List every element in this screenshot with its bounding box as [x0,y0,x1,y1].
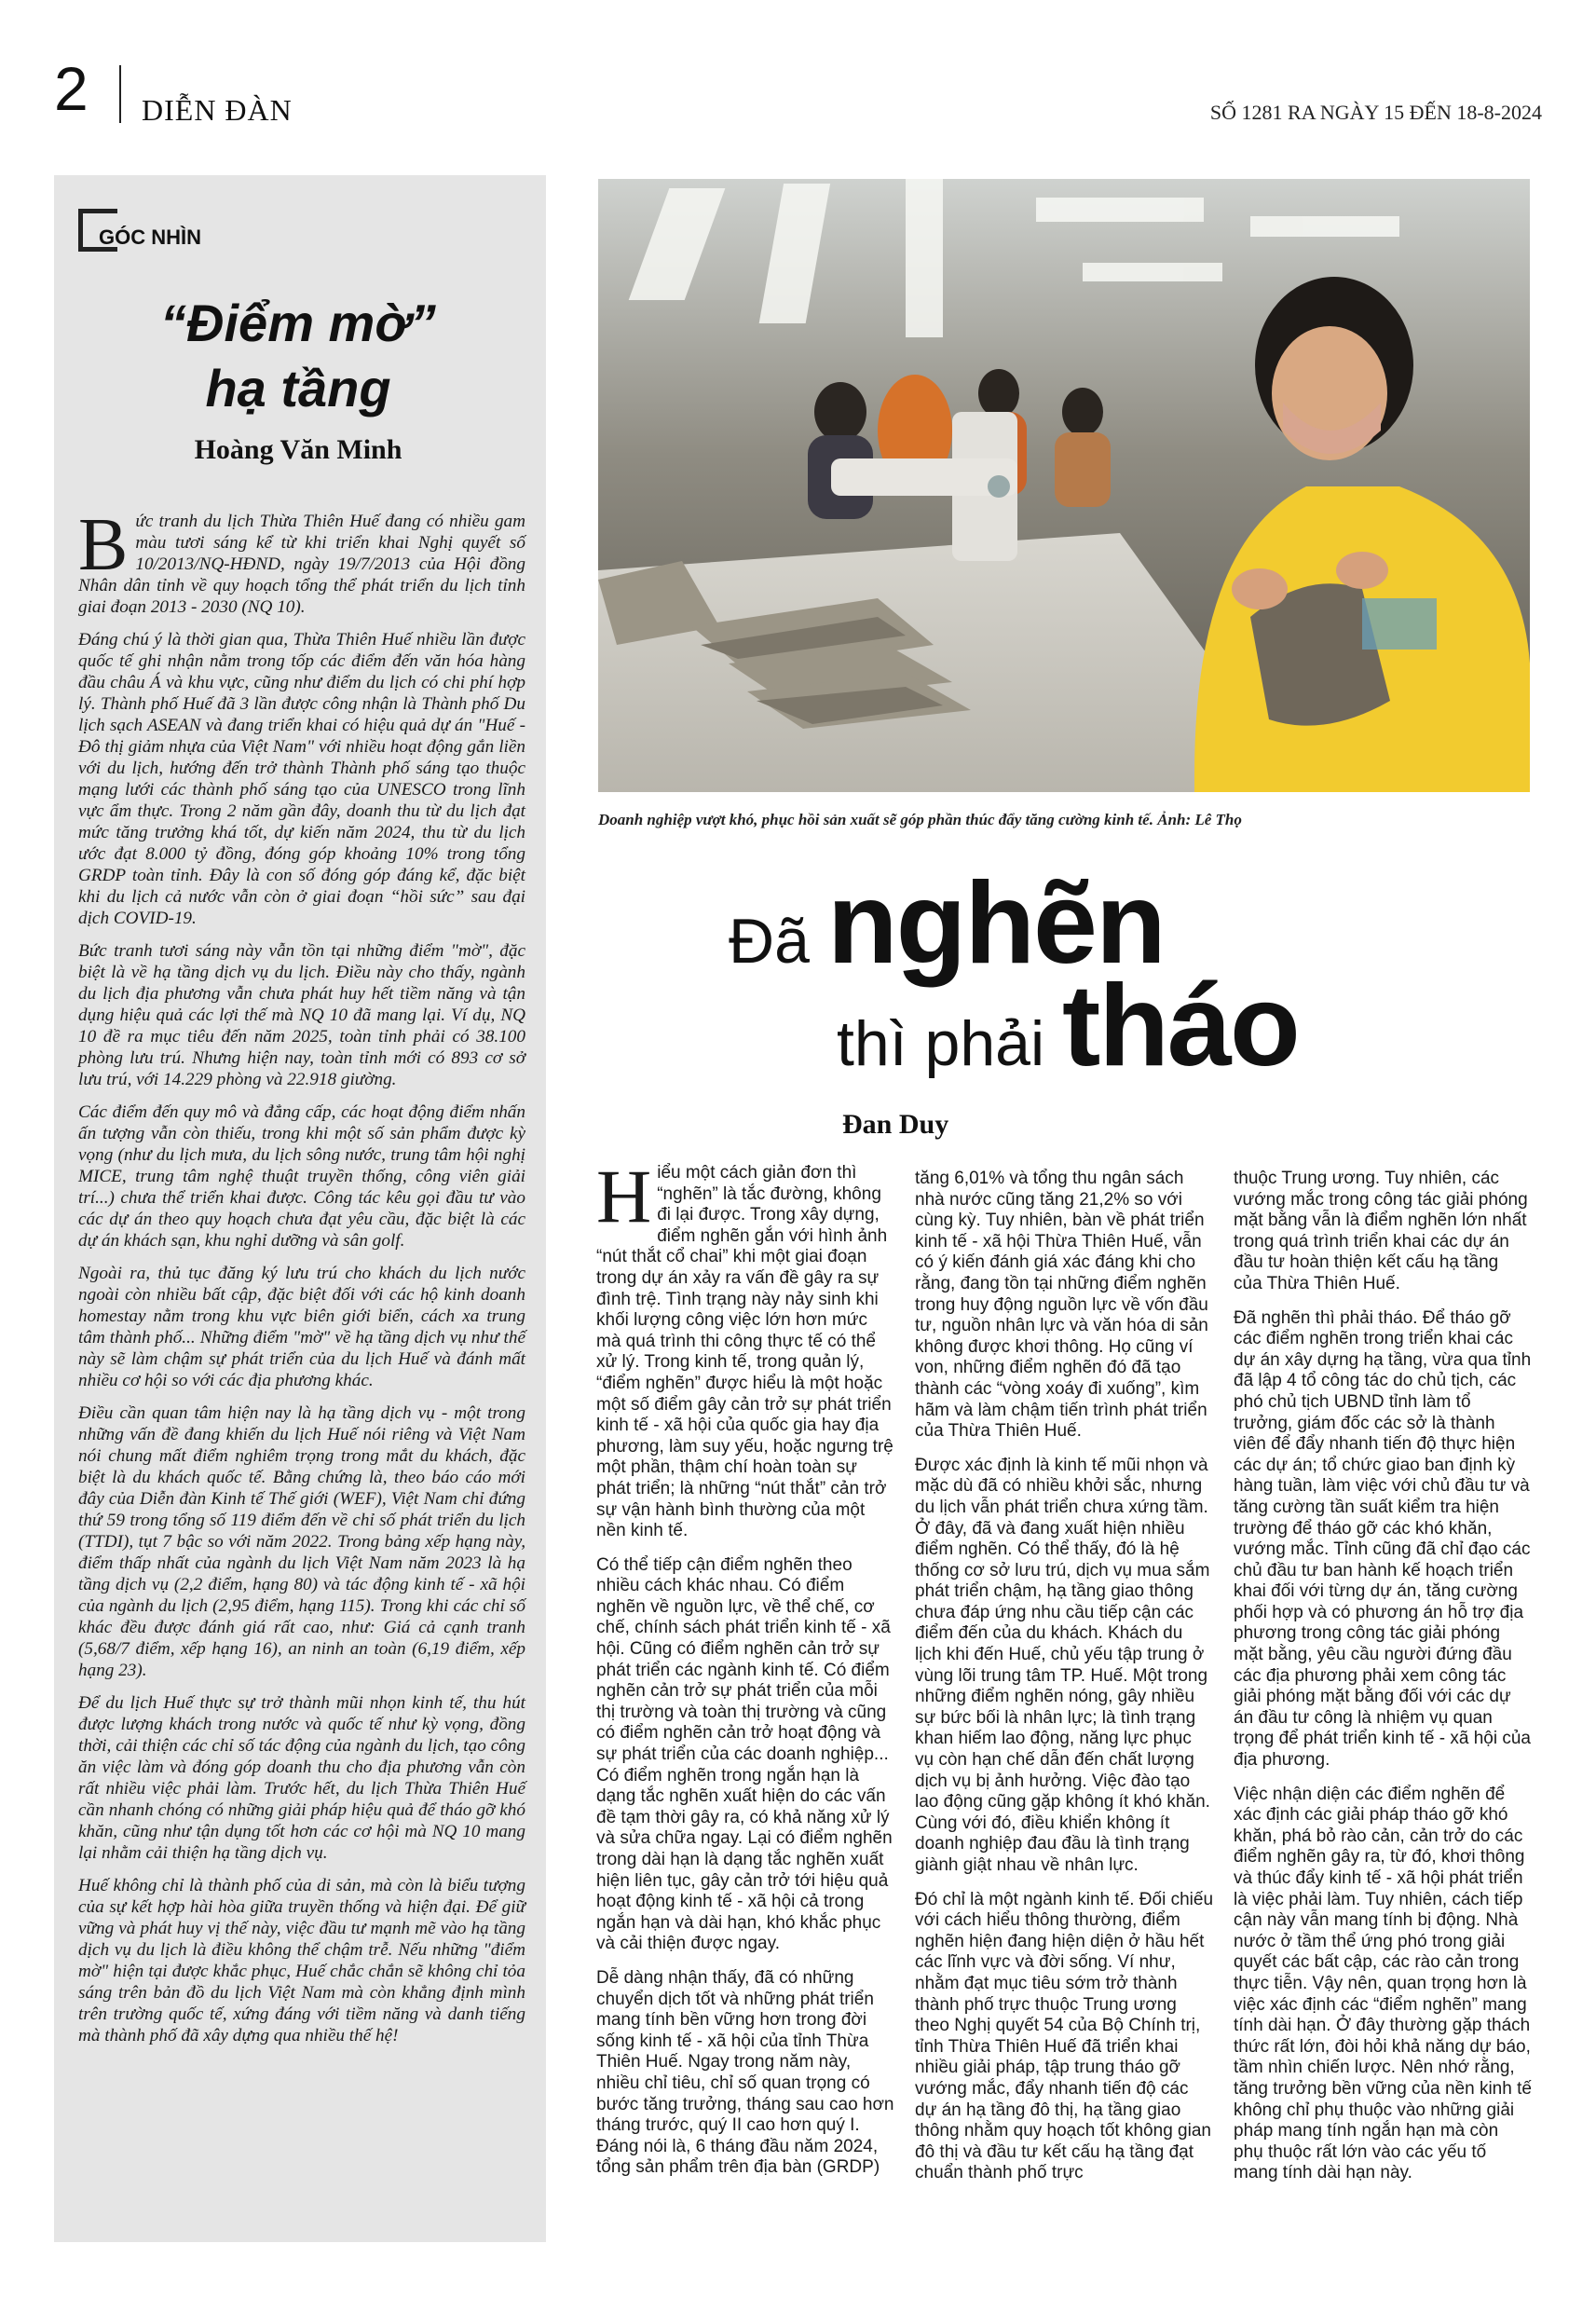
headline-line2 [837,960,1299,1092]
article-paragraph: tăng 6,01% và tổng thu ngân sách nhà nước cũng tăng 21,2% so với cùng kỳ. Tuy nhiên, bàn về phát triển kinh tế - xã hội Thừa Thiên Huế, vẫn có ý kiến đánh giá xác đáng khi cho rằng, đang tồn tại những điểm nghẽn trong huy động nguồn lực về vốn đầu tư, nguồn nhân lực và văn hóa di sản không được khơi thông. Họ cũng ví von, những điểm nghẽn đó đã tạo thành các “vòng xoáy đi xuống”, kìm hãm và làm chậm tiến trình phát triển của Thừa Thiên Huế. [915,1169,1208,1442]
article-paragraph: thuộc Trung ương. Tuy nhiên, các vướng mắc trong công tác giải phóng mặt bằng vẫn là điểm nghẽn lớn nhất trong quá trình triển khai các dự án đầu tư hoàn thiện kết cấu hạ tầng của Thừa Thiên Huế. [1234,1169,1528,1293]
article-paragraph: Có thể tiếp cận điểm nghẽn theo nhiều cách khác nhau. Có điểm nghẽn về nguồn lực, về thể chế, cơ chế, chính sách phát triển kinh tế - xã hội. Cũng có điểm nghẽn cản trở sự phát triển các ngành kinh tế. Có điểm nghẽn cản trở sự phát triển của mỗi thị trường và toàn thị trường và cũng có điểm nghẽn cản trở hoạt động và sự phát triển của các doanh nghiệp... Có điểm nghẽn trong ngắn hạn là dạng tắc nghẽn xuất hiện do các vấn đề tạm thời gây ra, có khả năng xử lý và sửa chữa ngay. Lại có điểm nghẽn trong dài hạn là dạng tắc nghẽn xuất hiện liên tục, gây cản trở tới hiệu quả hoạt động kinh tế - xã hội cả trong ngắn hạn và dài hạn, khó khắc phục và cải thiện được ngay. [596,1554,893,1954]
headline-small-2: thì phải [837,1008,1062,1079]
sidebar-title [93,291,503,421]
issue-info: SỐ 1281 RA NGÀY 15 ĐẾN 18-8-2024 [1209,101,1542,124]
sidebar-title-line2: hạ tầng [205,359,391,417]
article-paragraph: Được xác định là kinh tế mũi nhọn và mặc dù đã có nhiều khởi sắc, nhưng du lịch vẫn phát triển chưa xứng tầm. Ở đây, đã và đang xuất hiện nhiều điểm nghẽn. Có thể thấy, đó là hệ thống cơ sở lưu trú, dịch vụ mua sắm phát triển chậm, hạ tầng giao thông chưa đáp ứng nhu cầu tiếp cận các điểm đến của du khách. Khách du lịch khi đến Huế, chủ yếu tập trung ở vùng lõi trung tâm TP. Huế. Một trong những điểm nghẽn nóng, gây nhiều sự bức bối là nhân lực; là tình trạng khan hiếm lao động, năng lực phục vụ còn hạn chế dẫn đến chất lượng dịch vụ bị ảnh hưởng. Việc đào tạo lao động cũng gặp không ít khó khăn. Cùng với đó, điều khiển không ít doanh nghiệp đau đầu là tình trạng giành giật nhau về nhân lực. [915,1455,1210,1875]
photo-caption: Doanh nghiệp vượt khó, phục hồi sản xuất sẽ góp phần thúc đẩy tăng cường kinh tế. Ảnh: Lê Thọ [598,811,1242,828]
sidebar-label: GÓC NHÌN [99,226,201,249]
sidebar-paragraph: Bức tranh du lịch Thừa Thiên Huế đang có nhiều gam màu tươi sáng kể từ khi triển khai Nghị quyết số 10/2013/NQ-HĐND, ngày 19/7/2013 của Hội đồng Nhân dân tỉnh về quy hoạch tổng thể phát triển du lịch tỉnh giai đoạn 2013 - 2030 (NQ 10). [78,504,525,617]
sidebar-paragraph: Các điểm đến quy mô và đẳng cấp, các hoạt động điểm nhấn ấn tượng vẫn còn thiếu, trong khi một số sản phẩm được kỳ vọng (như du lịch mưa, du lịch sông nước, trung tâm hội nghị MICE, trung tâm nghệ thuật truyền thống, công viên giải trí...) chưa thể triển khai được. Công tác kêu gọi đầu tư vào các dự án theo quy hoạch chưa đạt yêu cầu, đặc biệt là các dự án khách sạn, khu nghỉ dưỡng và sân golf. [78,1102,525,1251]
sidebar-paragraph: Bức tranh tươi sáng này vẫn tồn tại những điểm "mờ", đặc biệt là về hạ tầng dịch vụ du lịch. Điều này cho thấy, ngành du lịch địa phương vẫn chưa phát huy hết tiềm năng và tận dụng hiệu quả các lợi thế mà NQ 10 đã mang lại. Ví dụ, NQ 10 đề ra mục tiêu đến năm 2025, toàn tỉnh phải có 38.100 phòng lưu trú. Nhưng hiện nay, toàn tỉnh mới có 893 cơ sở lưu trú, với 14.229 phòng và 22.918 giường. [78,941,525,1089]
sidebar-title-line1: “Điểm mờ” [160,294,436,352]
sidebar-paragraph: Để du lịch Huế thực sự trở thành mũi nhọn kinh tế, thu hút được lượng khách trong nước và quốc tế như kỳ vọng, đồng thời, cải thiện các chỉ số tác động của ngành du lịch, tạo công ăn việc làm và đóng góp doanh thu cho địa phương vẫn còn rất nhiều việc phải làm. Trước hết, du lịch Thừa Thiên Huế cần nhanh chóng có những giải pháp hiệu quả để tháo gỡ khó khăn, cũng như tận dụng tốt hơn các cơ hội mà NQ 10 mang lại nhằm cải thiện hạ tầng dịch vụ. [78,1693,525,1863]
article-column-2 [915,1169,1213,2197]
sidebar-paragraph: Đáng chú ý là thời gian qua, Thừa Thiên Huế nhiều lần được quốc tế ghi nhận nằm trong tốp các điểm đến văn hóa hàng đầu châu Á và khu vực, cũng như điểm du lịch có chi phí hợp lý. Thành phố Huế đã 3 lần được công nhận là Thành phố Du lịch sạch ASEAN và đang triển khai có hiệu quả dự án "Huế - Đô thị giảm nhựa của Việt Nam" với nhiều hoạt động gắn liền với du lịch, hướng đến trở thành Thành phố sáng tạo thuộc mạng lưới các thành phố sáng tạo của UNESCO trong lĩnh vực ẩm thực. Trong 2 năm gần đây, doanh thu từ du lịch đạt mức tăng trưởng khá tốt, dự kiến năm 2024, thu từ du lịch ước đạt 8.000 tỷ đồng, đóng góp khoảng 10% trong tổng GRDP toàn tỉnh. Đây là con số đóng góp đáng kể, đặc biệt khi du lịch cả nước vẫn còn ở giai đoạn “hồi sức” sau đại dịch COVID-19. [78,630,525,928]
sidebar-body [78,504,525,2058]
sidebar-paragraph: Huế không chỉ là thành phố của di sản, mà còn là biểu tượng của sự kết hợp hài hòa giữa truyền thống và hiện đại. Để giữ vững và phát huy vị thế này, việc đầu tư mạnh mẽ vào hạ tầng dịch vụ du lịch là điều không thể chậm trễ. Nếu những "điểm mờ" hiện tại được khắc phục, Huế chắc chắn sẽ không chỉ tỏa sáng trên bản đồ du lịch Việt Nam mà còn khẳng định mình trên trường quốc tế, xứng đáng với tiềm năng và danh tiếng mà thành phố đã xây dựng qua nhiều thế hệ! [78,1876,525,2045]
article-column-3 [1234,1169,1532,2197]
headline-big-2: tháo [1061,962,1299,1090]
page-number: 2 [54,54,89,123]
section-name: DIỄN ĐÀN [142,93,293,127]
headline-small-1: Đã [729,906,827,977]
headline-big-1: nghẽn [826,859,1165,988]
article-paragraph: Đã nghẽn thì phải tháo. Để tháo gỡ các điểm nghẽn trong triển khai các dự án xây dựng hạ tầng, vừa qua tỉnh đã lập 4 tổ công tác do chủ tịch, các phó chủ tịch UBND tỉnh làm tổ trưởng, giám đốc các sở là thành viên để đẩy nhanh tiến độ thực hiện các dự án; tổ chức giao ban định kỳ hàng tuần, làm việc với chủ đầu tư và tăng cường tần suất kiểm tra hiện trường để tháo gỡ các khó khăn, vướng mắc. Tỉnh cũng đã chỉ đạo các chủ đầu tư ban hành kế hoạch triển khai đối với từng dự án, tăng cường phối hợp và có phương án hỗ trợ địa phương trong công tác giải phóng mặt bằng, yêu cầu người đứng đầu các địa phương phải xem công tác giải phóng mặt bằng đối với các dự án đầu tư công là nhiệm vụ quan trọng để phát triển kinh tế - xã hội của địa phương. [1234,1307,1532,1771]
article-column-1 [596,1154,894,2192]
article-author: Đan Duy [842,1109,949,1140]
article-paragraph: Đó chỉ là một ngành kinh tế. Đối chiếu với cách hiểu thông thường, điểm nghẽn hiện đang hiện diện ở hầu hết các lĩnh vực và đời sống. Ví như, nhằm đạt mục tiêu sớm trở thành thành phố trực thuộc Trung ương theo Nghị quyết 54 của Bộ Chính trị, tỉnh Thừa Thiên Huế đã triển khai nhiều giải pháp, tập trung tháo gỡ vướng mắc, đẩy nhanh tiến độ các dự án hạ tầng đô thị, hạ tầng giao thông nhằm quy hoạch tốt không gian đô thị và đầu tư kết cấu hạ tầng đạt chuẩn thành phố trực [915,1889,1214,2183]
article-paragraph: Hiểu một cách giản đơn thì “nghẽn” là tắc đường, không đi lại được. Trong xây dựng, điểm nghẽn gắn với hình ảnh “nút thắt cổ chai” khi một giai đoạn trong dự án xảy ra vấn đề gây ra sự đình trệ. Tình trạng này nảy sinh khi khối lượng công việc lớn hơn mức mà quá trình thi công thực tế có thể xử lý. Trong kinh tế, trong quản lý, “điểm nghẽn” được hiểu là một hoặc một số điểm gây cản trở sự phát triển kinh tế - xã hội của quốc gia hay địa phương, làm suy yếu, hoặc ngưng trệ một phần, thậm chí hoàn toàn sự phát triển; là những “nút thắt” cản trở sự vận hành bình thường của một nền kinh tế. [596,1154,893,1541]
article-paragraph: Dễ dàng nhận thấy, đã có những chuyển dịch tốt và những phát triển mang tính bền vững hơn trong đời sống kinh tế - xã hội của tỉnh Thừa Thiên Huế. Ngay trong năm này, nhiều chỉ tiêu, chỉ số quan trọng có bước tăng trưởng, tháng sau cao hơn tháng trước, quý II cao hơn quý I. Đáng nói là, 6 tháng đầu năm 2024, tổng sản phẩm trên địa bàn (GRDP) [596,1967,894,2178]
sidebar-author: Hoàng Văn Minh [194,434,402,465]
sidebar-paragraph: Ngoài ra, thủ tục đăng ký lưu trú cho khách du lịch nước ngoài còn nhiều bất cập, đặc biệt đối với các hộ kinh doanh homestay nằm trong khu vực biên giới biển, cách xa trung tâm thành phố... Những điểm "mờ" về hạ tầng dịch vụ như thế này sẽ làm chậm sự phát triển của du lịch Huế và đánh mất nhiều cơ hội so với các địa phương khác. [78,1264,525,1390]
article-paragraph: Việc nhận diện các điểm nghẽn để xác định các giải pháp tháo gỡ khó khăn, phá bỏ rào cản, cản trở do các điểm nghẽn gây ra, từ đó, khơi thông và thúc đẩy kinh tế - xã hội phát triển là việc phải làm. Tuy nhiên, cách tiếp cận này vẫn mang tính bị động. Nhà nước ở tầm thể ứng phó trong giải quyết các bất cập, các rào cản trong thực tiễn. Vậy nên, quan trọng hơn là việc xác định các “điểm nghẽn” mang tính dài hạn. Ở đây thường gặp thách thức rất lớn, đòi hỏi khả năng dự báo, tầm nhìn chiến lược. Nên nhớ rằng, tăng trưởng bền vững của nền kinh tế không chỉ phụ thuộc vào những giải pháp mang tính ngắn hạn mà còn phụ thuộc rất lớn vào các yếu tố mang tính dài hạn này. [1234,1784,1532,2183]
sidebar-paragraph: Điều cần quan tâm hiện nay là hạ tầng dịch vụ - một trong những vấn đề đang khiến du lịch Huế nói riêng và Việt Nam nói chung mất điểm nghiêm trọng trong mắt du khách, đặc biệt là du khách quốc tế. Bằng chứng là, theo báo cáo mới đây của Diễn đàn Kinh tế Thế giới (WEF), Việt Nam chỉ đứng thứ 59 trong tổng số 119 điểm đến về chỉ số phát triển du lịch (TTDI), tụt 7 bậc so với năm 2022. Trong bảng xếp hạng này, điểm thấp nhất của ngành du lịch Việt Nam năm 2023 là hạ tầng dịch vụ (2,2 điểm, hạng 80) và tác động kinh tế - xã hội của ngành du lịch (2,95 điểm, hạng 115). Trong khi các chỉ số khác đều được đánh giá rất cao, như: Giá cả cạnh tranh (5,68/7 điểm, xếp hạng 16), an ninh an toàn (6,19 điểm, xếp hạng 23). [78,1403,525,1680]
factory-worker-photo [598,179,1530,792]
header-divider [119,65,121,123]
